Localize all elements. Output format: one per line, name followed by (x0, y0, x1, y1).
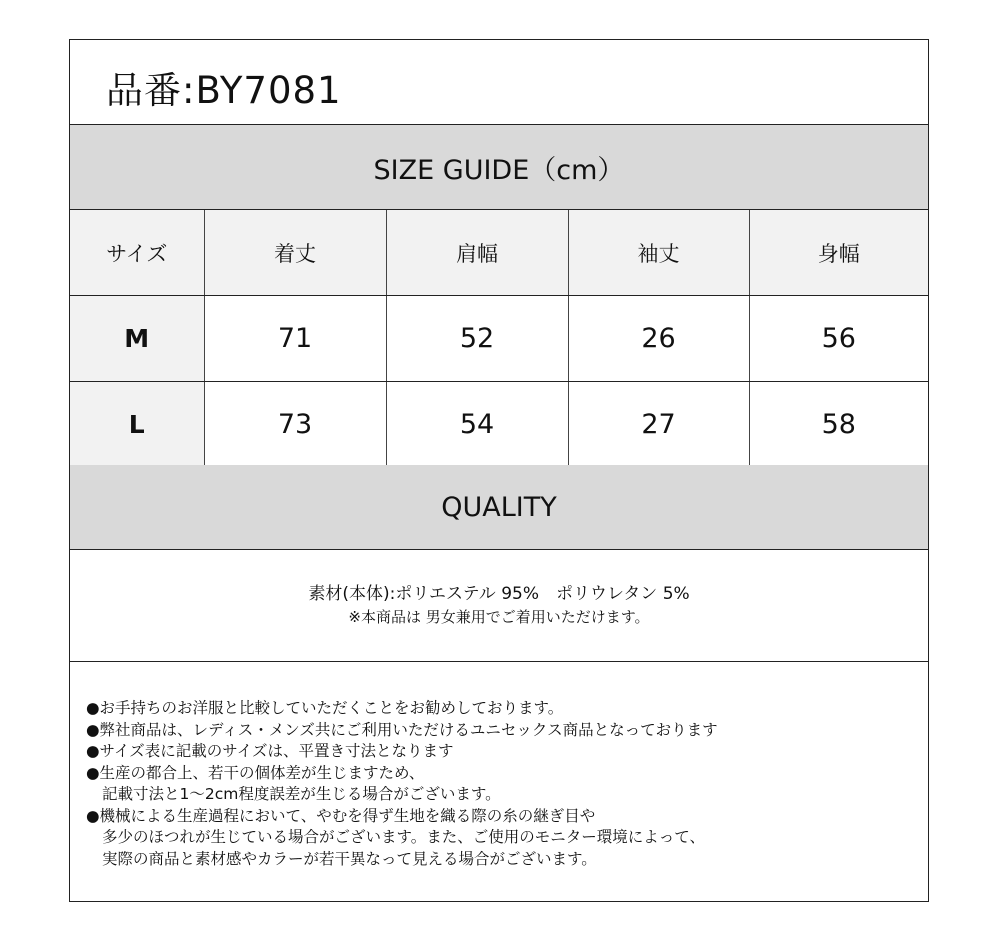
column-header: 袖丈 (568, 210, 749, 296)
note-line: ●機械による生産過程において、やむを得ず生地を織る際の糸の継ぎ目や (86, 806, 596, 825)
size-table (70, 210, 928, 468)
size-label: M (70, 296, 204, 382)
column-header: 着丈 (204, 210, 386, 296)
notes-list (86, 698, 718, 870)
size-label: L (70, 382, 204, 468)
note-line: ●お手持ちのお洋服と比較していただくことをお勧めしております。 (86, 699, 564, 717)
note-line: 多少のほつれが生じている場合がございます。また、ご使用のモニター環境によって、 (102, 828, 705, 846)
table-row (70, 382, 928, 468)
table-cell: 54 (386, 382, 568, 468)
column-header: 身幅 (749, 210, 928, 296)
table-row (70, 296, 928, 382)
table-cell: 71 (204, 296, 386, 382)
table-cell: 27 (568, 382, 749, 468)
quality-header: QUALITY (70, 465, 928, 550)
note-line: ●生産の都合上、若干の個体差が生じますため、 (86, 763, 425, 782)
note-line: ●サイズ表に記載のサイズは、平置き寸法となります (86, 742, 454, 760)
size-guide-header: SIZE GUIDE（cm） (70, 125, 928, 210)
product-code: 品番:BY7081 (106, 69, 342, 112)
material-section (70, 550, 928, 662)
table-cell: 58 (749, 382, 928, 468)
title-row (70, 40, 928, 125)
material-text: 素材(本体):ポリエステル 95% ポリウレタン 5% (308, 583, 690, 604)
column-header: 肩幅 (386, 210, 568, 296)
size-chart-frame (69, 39, 929, 902)
table-cell: 73 (204, 382, 386, 468)
note-line: ●弊社商品は、レディス・メンズ共にご利用いただけるユニセックス商品となっております (86, 720, 718, 739)
table-cell: 26 (568, 296, 749, 382)
unisex-note: ※本商品は 男女兼用でご着用いただけます。 (348, 607, 650, 626)
table-cell: 56 (749, 296, 928, 382)
note-line: 実際の商品と素材感やカラーが若干異なって見える場合がございます。 (102, 849, 597, 868)
column-header: サイズ (70, 210, 204, 296)
table-header-row (70, 210, 928, 296)
note-line: 記載寸法と1～2cm程度誤差が生じる場合がございます。 (102, 785, 501, 803)
table-cell: 52 (386, 296, 568, 382)
